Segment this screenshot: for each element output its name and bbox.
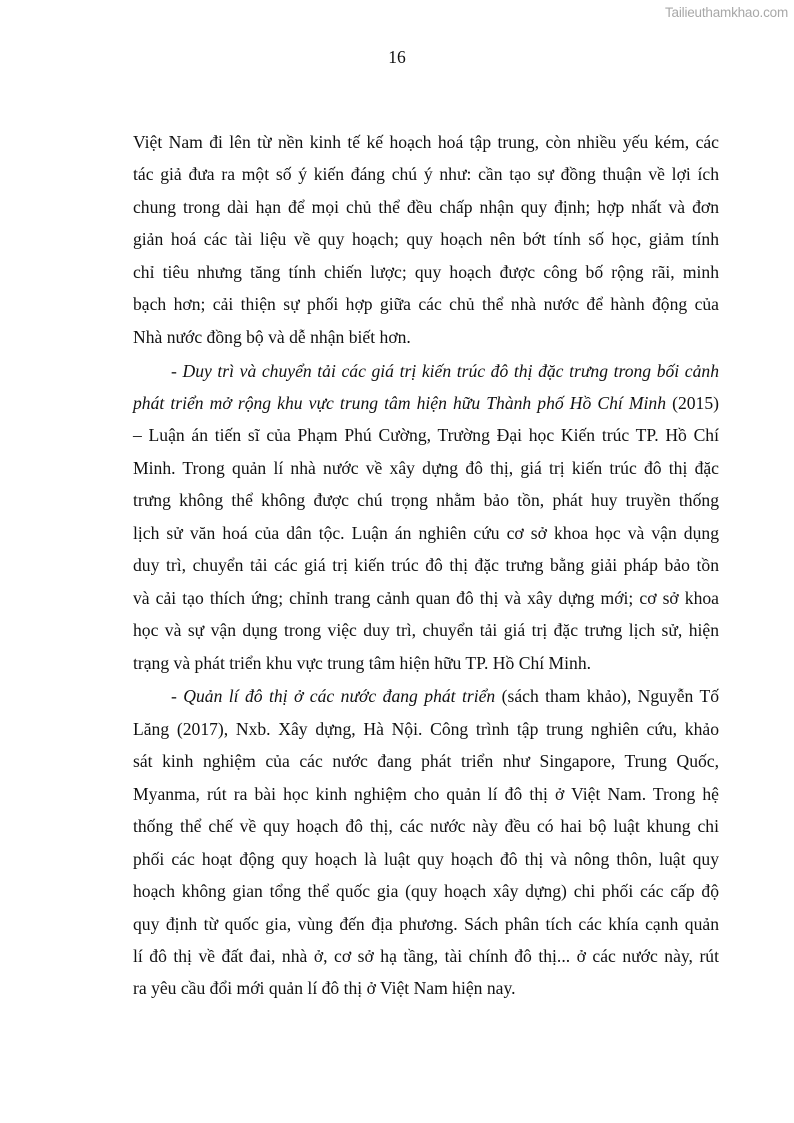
text-segment: lí đô thị về đất đai, nhà ở, cơ sở hạ tầng, tài chính đô thị... ở các nước này, rút: [133, 945, 719, 966]
text-segment: và cải tạo thích ứng; chỉnh trang cảnh quan đô thị và xây dựng mới; cơ sở khoa: [133, 587, 719, 608]
text-segment: (2015): [666, 393, 719, 413]
text-line: [133, 875, 719, 907]
text-line: [133, 680, 719, 712]
paragraph: [133, 680, 719, 1004]
text-segment: thống thể chế về quy hoạch đô thị, các nước này đều có hai bộ luật khung chi: [133, 816, 719, 837]
text-line: [133, 191, 719, 223]
text-line: [133, 256, 719, 288]
text-segment: trưng không thể không được chú trọng nhằm bảo tồn, phát huy truyền thống: [133, 490, 719, 511]
text-segment: sát kinh nghiệm của các nước đang phát triển như Singapore, Trung Quốc,: [133, 751, 719, 772]
text-line: [133, 288, 719, 320]
text-line: [133, 321, 719, 353]
text-line: [133, 972, 719, 1004]
text-segment: lịch sử văn hoá của dân tộc. Luận án nghiên cứu cơ sở khoa học và vận dụng: [133, 522, 719, 543]
text-line: [133, 549, 719, 581]
text-line: [133, 223, 719, 255]
text-segment: tác giả đưa ra một số ý kiến đáng chú ý như: cần tạo sự đồng thuận về lợi ích: [133, 164, 719, 185]
text-segment: quy định từ quốc gia, vùng đến địa phương. Sách phân tích các khía cạnh quản: [133, 913, 719, 934]
text-line: [133, 158, 719, 190]
text-line: [133, 843, 719, 875]
text-line: [133, 387, 719, 419]
text-segment: chỉ tiêu nhưng tăng tính chiến lược; quy hoạch được công bố rộng rãi, minh: [133, 261, 719, 282]
text-line: [133, 355, 719, 387]
text-segment: học và sự vận dụng trong việc duy trì, chuyển tải giá trị đặc trưng lịch sử, hiện: [133, 620, 719, 641]
text-line: [133, 614, 719, 646]
text-line: [133, 582, 719, 614]
text-segment: Minh. Trong quản lí nhà nước về xây dựng đô thị, giá trị kiến trúc đô thị đặc: [133, 457, 719, 478]
page-number: 16: [388, 47, 406, 67]
text-line: [133, 647, 719, 679]
italic-title-text: phát triển mở rộng khu vực trung tâm hiện hữu Thành phố Hồ Chí Minh: [133, 393, 666, 413]
text-segment: phối các hoạt động quy hoạch là luật quy hoạch đô thị và nông thôn, luật quy: [133, 848, 719, 869]
text-segment: -: [171, 360, 183, 381]
text-line: [133, 778, 719, 810]
text-segment: -: [171, 686, 184, 707]
text-segment: trạng và phát triển khu vực trung tâm hiện hữu TP. Hồ Chí Minh.: [133, 652, 592, 673]
italic-title-text: Quản lí đô thị ở các nước đang phát triển: [183, 686, 496, 707]
text-line: [133, 126, 719, 158]
text-segment: Myanma, rút ra bài học kinh nghiệm cho quản lí đô thị ở Việt Nam. Trong hệ: [133, 783, 719, 804]
text-segment: bạch hơn; cải thiện sự phối hợp giữa các chủ thể nhà nước để hành động của: [133, 294, 719, 315]
text-segment: giản hoá các tài liệu về quy hoạch; quy hoạch nên bớt tính số học, giảm tính: [133, 229, 719, 250]
text-segment: chung trong dài hạn để mọi chủ thể đều chấp nhận quy định; hợp nhất và đơn: [133, 196, 719, 217]
paragraph: [133, 126, 719, 353]
text-segment: hoạch không gian tổng thể quốc gia (quy hoạch xây dựng) chi phối các cấp độ: [133, 881, 719, 902]
text-line: [133, 517, 719, 549]
text-line: [133, 452, 719, 484]
paragraph: [133, 355, 719, 679]
document-body: [133, 126, 719, 1006]
text-line: [133, 908, 719, 940]
text-segment: (sách tham khảo), Nguyễn Tố: [495, 686, 719, 707]
text-segment: duy trì, chuyển tải các giá trị kiến trúc đô thị đặc trưng bằng giải pháp bảo tồn: [133, 555, 719, 576]
text-line: [133, 419, 719, 451]
text-line: [133, 713, 719, 745]
text-line: [133, 745, 719, 777]
italic-title-text: Duy trì và chuyển tải các giá trị kiến trúc đô thị đặc trưng trong bối cảnh: [182, 360, 719, 381]
watermark: Tailieuthamkhao.com: [664, 5, 788, 20]
text-segment: Việt Nam đi lên từ nền kinh tế kế hoạch hoá tập trung, còn nhiều yếu kém, các: [133, 132, 719, 152]
text-segment: Nhà nước đồng bộ và dễ nhận biết hơn.: [133, 326, 411, 347]
text-line: [133, 810, 719, 842]
text-segment: ra yêu cầu đổi mới quản lí đô thị ở Việt Nam hiện nay.: [133, 978, 516, 999]
text-line: [133, 940, 719, 972]
text-line: [133, 484, 719, 516]
text-segment: – Luận án tiến sĩ của Phạm Phú Cường, Trường Đại học Kiến trúc TP. Hồ Chí: [133, 425, 719, 446]
text-segment: Lăng (2017), Nxb. Xây dựng, Hà Nội. Công trình tập trung nghiên cứu, khảo: [133, 718, 719, 739]
